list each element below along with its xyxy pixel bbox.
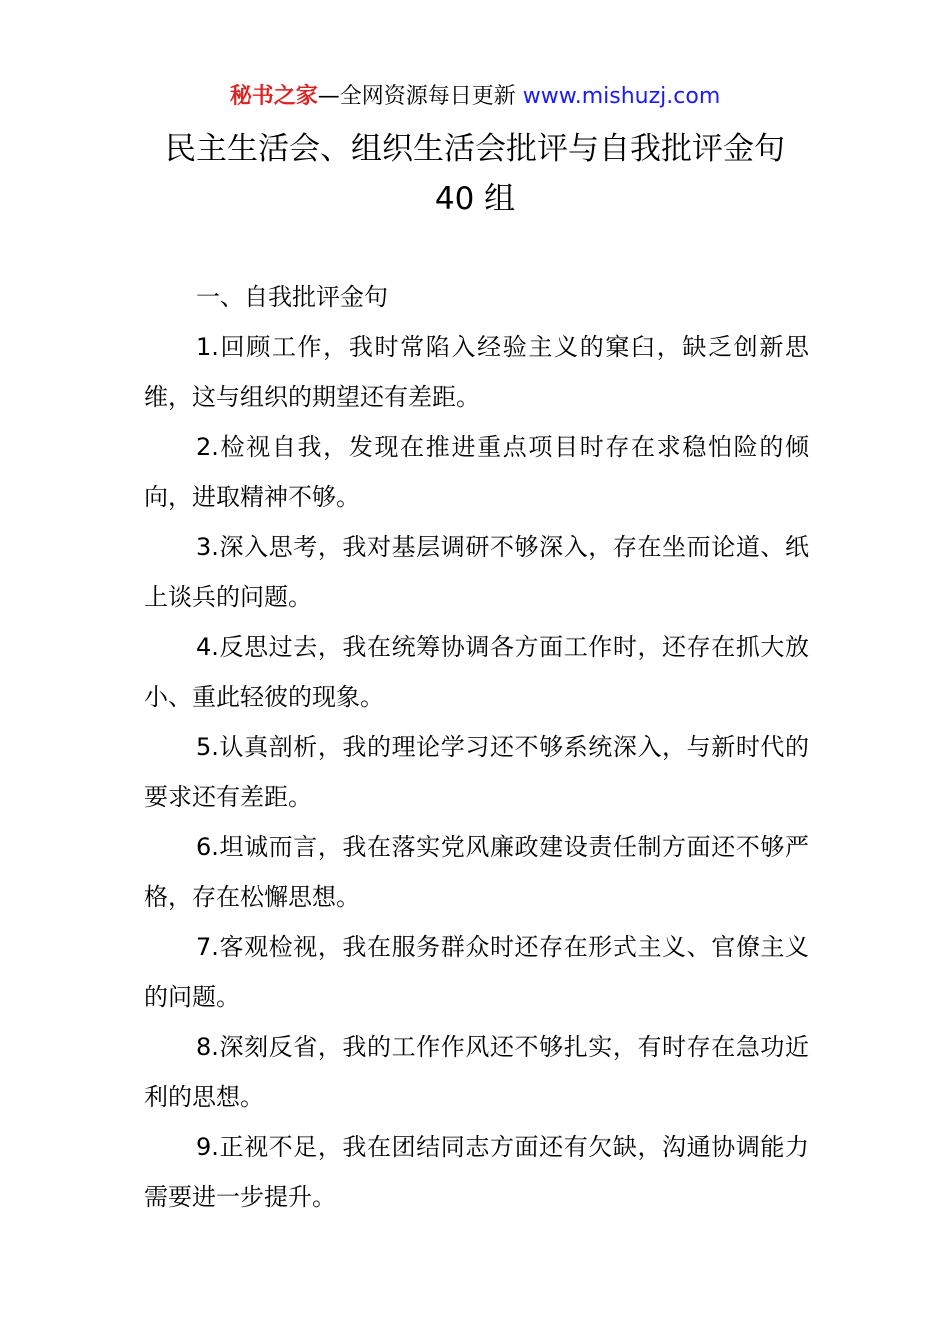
list-item: 1.回顾工作，我时常陷入经验主义的窠臼，缺乏创新思维，这与组织的期望还有差距。 xyxy=(144,333,809,411)
list-item: 8.深刻反省，我的工作作风还不够扎实，有时存在急功近利的思想。 xyxy=(144,1033,809,1111)
list-item: 9.正视不足，我在团结同志方面还有欠缺，沟通协调能力需要进一步提升。 xyxy=(144,1133,809,1211)
document-title xyxy=(0,124,950,224)
list-item: 7.客观检视，我在服务群众时还存在形式主义、官僚主义的问题。 xyxy=(144,933,809,1011)
title-line-2: 40 组 xyxy=(434,181,516,217)
site-banner xyxy=(0,80,950,114)
list-item: 4.反思过去，我在统筹协调各方面工作时，还存在抓大放小、重此轻彼的现象。 xyxy=(144,633,809,711)
brand-name: 秘书之家 xyxy=(229,84,318,109)
site-url-link[interactable]: www.mishuzj.com xyxy=(515,84,721,109)
list-item: 5.认真剖析，我的理论学习还不够系统深入，与新时代的要求还有差距。 xyxy=(144,733,809,811)
section-heading: 一、自我批评金句 xyxy=(196,283,388,311)
title-line-1: 民主生活会、组织生活会批评与自我批评金句 xyxy=(165,131,785,167)
list-item: 2.检视自我，发现在推进重点项目时存在求稳怕险的倾向，进取精神不够。 xyxy=(144,433,809,511)
banner-tagline: —全网资源每日更新 xyxy=(317,84,516,109)
list-item: 3.深入思考，我对基层调研不够深入，存在坐而论道、纸上谈兵的问题。 xyxy=(144,533,809,611)
list-item: 6.坦诚而言，我在落实党风廉政建设责任制方面还不够严格，存在松懈思想。 xyxy=(144,833,809,911)
document-body xyxy=(144,272,809,1222)
